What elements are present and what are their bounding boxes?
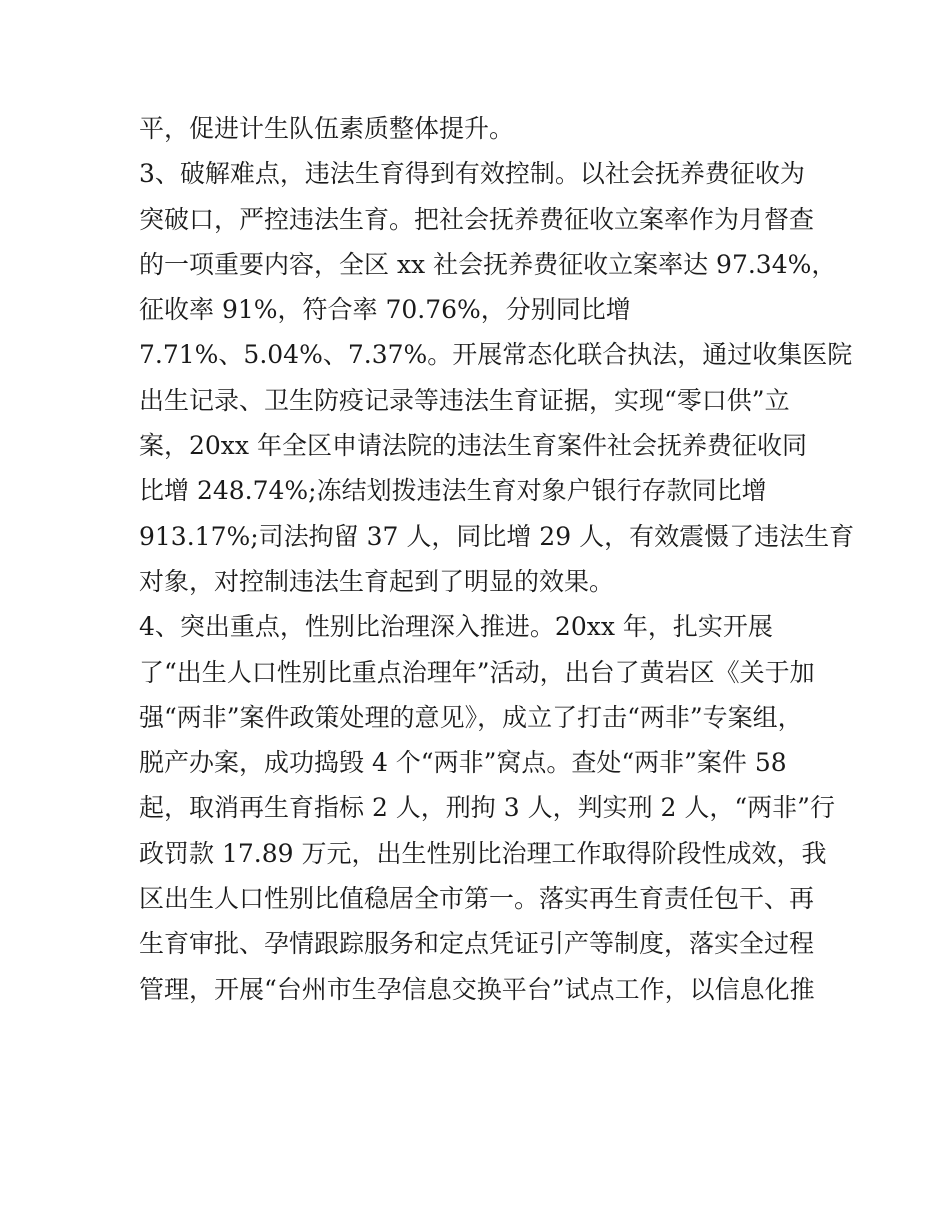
text-line: 出生记录、卫生防疫记录等违法生育证据，实现“零口供”立 <box>139 385 790 415</box>
text-line: 征收率 91%，符合率 70.76%，分别同比增 <box>139 295 631 325</box>
text-line: 管理，开展“台州市生孕信息交换平台”试点工作，以信息化推 <box>139 974 815 1004</box>
text-line: 起，取消再生育指标 2 人，刑拘 3 人，判实刑 2 人，“两非”行 <box>139 793 835 823</box>
text-line: 3、破解难点，违法生育得到有效控制。以社会抚养费征收为 <box>139 159 805 189</box>
text-line: 对象，对控制违法生育起到了明显的效果。 <box>139 566 615 596</box>
text-line: 政罚款 17.89 万元，出生性别比治理工作取得阶段性成效，我 <box>139 838 827 868</box>
text-line: 突破口，严控违法生育。把社会抚养费征收立案率作为月督查 <box>139 204 815 234</box>
text-line: 脱产办案，成功捣毁 4 个“两非”窝点。查处“两非”案件 58 <box>139 748 787 778</box>
text-line: 平，促进计生队伍素质整体提升。 <box>139 114 515 143</box>
text-line: 强“两非”案件政策处理的意见》，成立了打击“两非”专案组， <box>139 702 803 732</box>
text-line: 区出生人口性别比值稳居全市第一。落实再生育责任包干、再 <box>139 884 815 914</box>
text-line: 的一项重要内容，全区 xx 社会抚养费征收立案率达 97.34%， <box>139 249 837 279</box>
text-line: 比增 248.74%;冻结划拨违法生育对象户银行存款同比增 <box>139 476 767 506</box>
text-line: 913.17%;司法拘留 37 人，同比增 29 人，有效震慑了违法生育 <box>139 521 855 551</box>
text-line: 生育审批、孕情跟踪服务和定点凭证引产等制度，落实全过程 <box>139 929 815 959</box>
text-line: 案，20xx 年全区申请法院的违法生育案件社会抚养费征收同 <box>139 431 807 461</box>
text-line: 7.71%、5.04%、7.37%。开展常态化联合执法，通过收集医院 <box>139 340 853 370</box>
document-body-text <box>139 106 855 1012</box>
text-line: 了“出生人口性别比重点治理年”活动，出台了黄岩区《关于加 <box>139 657 815 687</box>
text-line: 4、突出重点，性别比治理深入推进。20xx 年，扎实开展 <box>139 612 773 642</box>
